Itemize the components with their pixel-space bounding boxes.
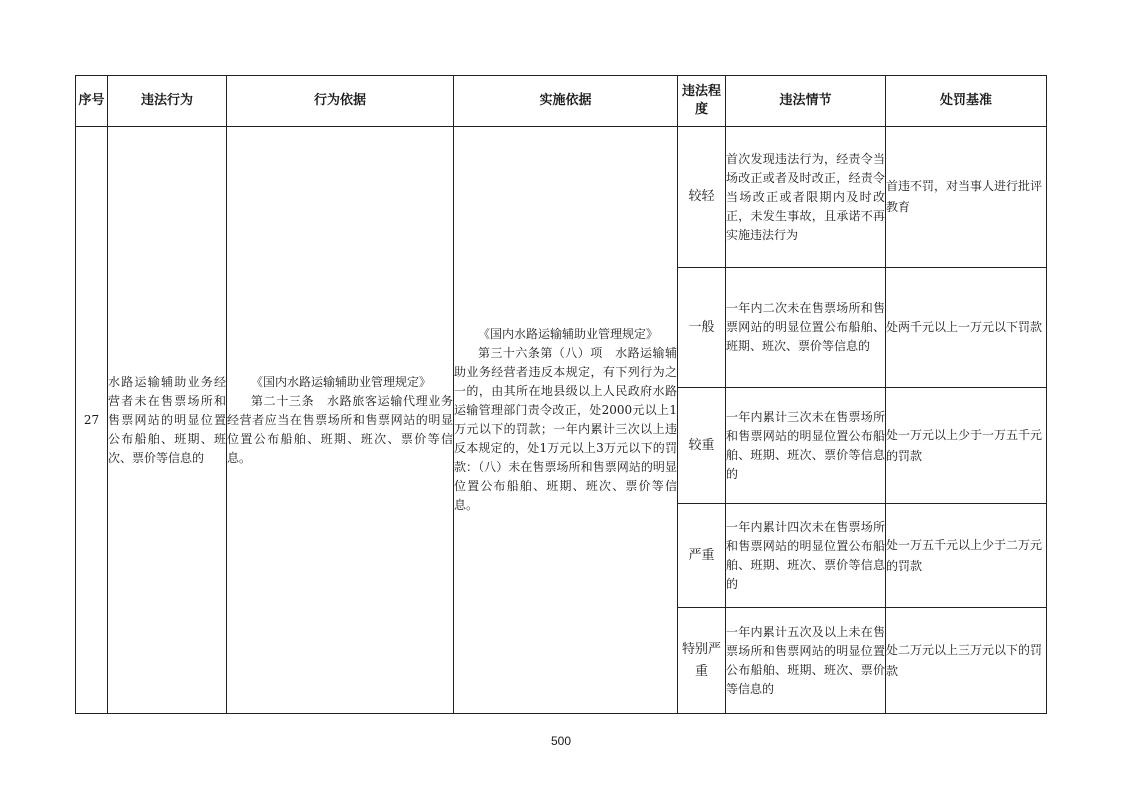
circumstance-cell: 首次发现违法行为，经责令当场改正或者及时改正，经责令当场改正或者限期内及时改正，未发生事故，且承诺不再实施违法行为 — [726, 127, 886, 268]
header-standard: 处罚基准 — [886, 76, 1047, 127]
standard-cell: 处二万元以上三万元以下的罚款 — [886, 608, 1047, 714]
violation-cell: 水路运输辅助业务经营者未在售票场所和售票网站的明显位置公布船舶、班期、班次、票价等信息的 — [108, 127, 227, 714]
header-row — [76, 76, 1047, 127]
standard-cell: 处一万五千元以上少于二万元的罚款 — [886, 504, 1047, 608]
header-implementation: 实施依据 — [454, 76, 678, 127]
degree-cell: 较重 — [678, 388, 726, 504]
implementation-article: 第三十六条第（八）项 水路运输辅助业务经营者违反本规定，有下列行为之一的，由其所在地县级以上人民政府水路运输管理部门责令改正，处2000元以上1万元以下的罚款；一年内累计三次以上违反本规定的，处1万元以上3万元以下的罚款：（八）未在售票场所和售票网站的明显位置公布船舶、班期、班次、票价等信息。 — [454, 346, 677, 512]
table-row — [76, 127, 1047, 268]
basis-cell — [227, 127, 454, 714]
implementation-cell — [454, 127, 678, 714]
implementation-title: 《国内水路运输辅助业管理规定》 — [478, 327, 659, 341]
circumstance-cell: 一年内累计四次未在售票场所和售票网站的明显位置公布船舶、班期、班次、票价等信息的 — [726, 504, 886, 608]
circumstance-cell: 一年内二次未在售票场所和售票网站的明显位置公布船舶、班期、班次、票价等信息的 — [726, 268, 886, 388]
degree-cell: 特别严重 — [678, 608, 726, 714]
header-circumstance: 违法情节 — [726, 76, 886, 127]
header-violation: 违法行为 — [108, 76, 227, 127]
basis-article: 第二十三条 水路旅客运输代理业务经营者应当在售票场所和售票网站的明显位置公布船舶、班期、班次、票价等信息。 — [227, 393, 453, 465]
circumstance-cell: 一年内累计五次及以上未在售票场所和售票网站的明显位置公布船舶、班期、班次、票价等信息的 — [726, 608, 886, 714]
header-degree: 违法程度 — [678, 76, 726, 127]
degree-cell: 较轻 — [678, 127, 726, 268]
seq-cell: 27 — [76, 127, 108, 714]
header-seq: 序号 — [76, 76, 108, 127]
standard-cell: 首违不罚，对当事人进行批评教育 — [886, 127, 1047, 268]
degree-cell: 严重 — [678, 504, 726, 608]
standard-cell: 处两千元以上一万元以下罚款 — [886, 268, 1047, 388]
circumstance-cell: 一年内累计三次未在售票场所和售票网站的明显位置公布船舶、班期、班次、票价等信息的 — [726, 388, 886, 504]
degree-cell: 一般 — [678, 268, 726, 388]
page-number: 500 — [550, 734, 572, 748]
header-basis: 行为依据 — [227, 76, 454, 127]
penalty-standard-table — [75, 75, 1047, 714]
standard-cell: 处一万元以上少于一万五千元的罚款 — [886, 388, 1047, 504]
basis-title: 《国内水路运输辅助业管理规定》 — [251, 374, 432, 389]
